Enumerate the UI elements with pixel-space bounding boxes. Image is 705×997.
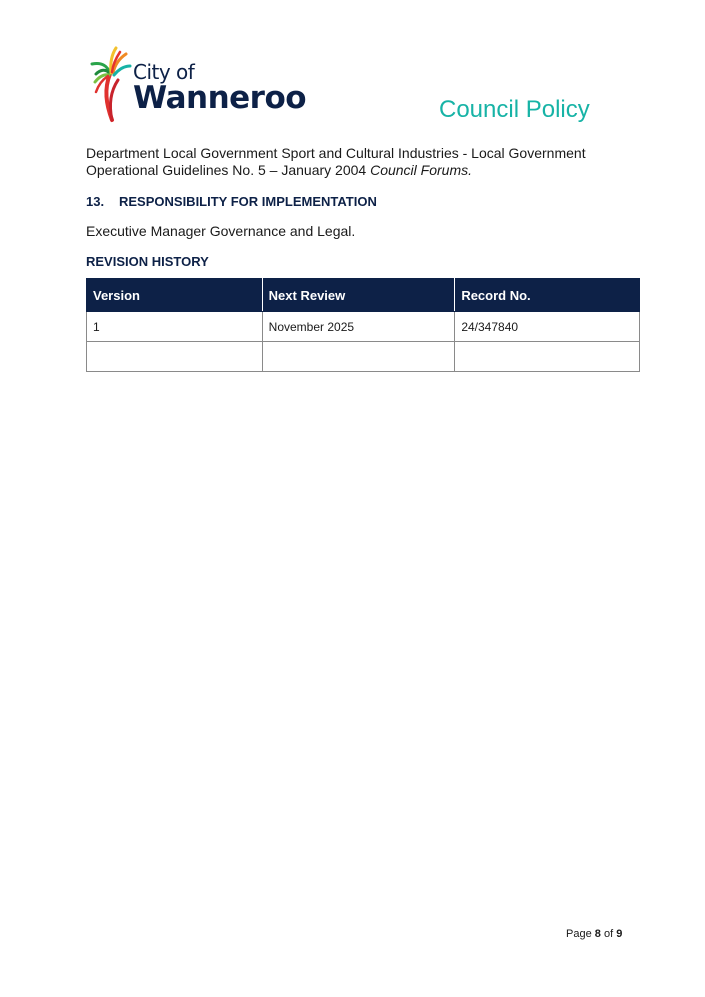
revision-history-table [86,278,640,372]
page-total: 9 [616,928,623,940]
section-number: 13. [86,194,105,209]
column-header-version: Version [87,279,263,312]
page-number-footer [566,928,622,940]
section-13-heading [86,194,377,209]
logo-wanneroo-text: Wanneroo [133,80,307,116]
cell-version [87,342,263,372]
cell-version: 1 [87,312,263,342]
cell-next-review: November 2025 [262,312,455,342]
table-row [87,312,640,342]
revision-history-heading: REVISION HISTORY [86,254,209,269]
column-header-record-no: Record No. [455,279,640,312]
of-label: of [603,928,614,940]
column-header-next-review: Next Review [262,279,455,312]
cell-record-no: 24/347840 [455,312,640,342]
section-title: RESPONSIBILITY FOR IMPLEMENTATION [119,194,377,209]
city-of-wanneroo-logo [86,44,307,124]
reference-italic-text: Council Forums. [370,162,472,178]
cell-next-review [262,342,455,372]
cell-record-no [455,342,640,372]
document-type-title: Council Policy [439,96,590,123]
responsibility-paragraph: Executive Manager Governance and Legal. [86,223,356,239]
reference-text: Department Local Government Sport and Cultural Industries - Local Government Operational Guidelines No. 5 – January 2004 [86,145,586,178]
table-header-row [87,279,640,312]
page-label: Page [566,928,592,940]
page-current: 8 [594,928,601,940]
reference-paragraph [86,145,646,179]
table-row [87,342,640,372]
logo-city-of-text: City of [133,60,195,84]
